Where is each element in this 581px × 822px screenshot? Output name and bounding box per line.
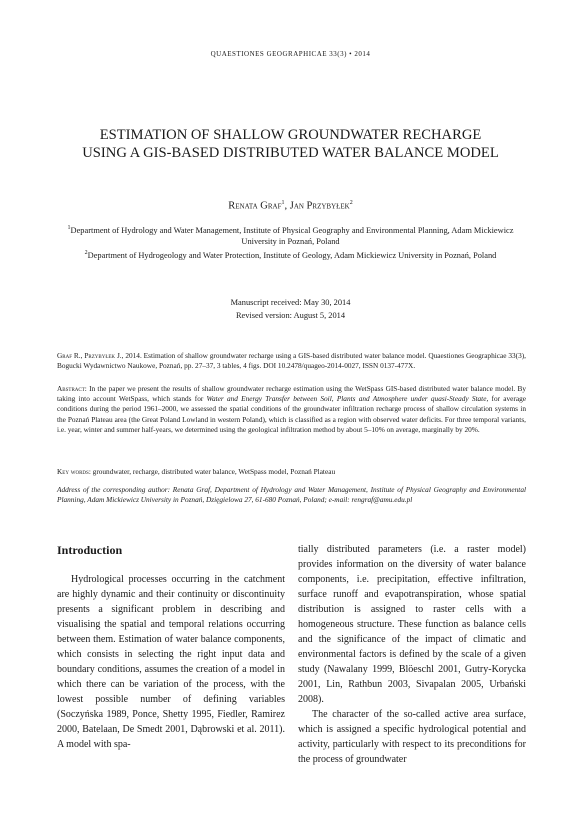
received-date: Manuscript received: May 30, 2014 bbox=[230, 298, 351, 307]
keywords-label: Key words bbox=[57, 467, 89, 476]
body-paragraph: Hydrological processes occurring in the catchment are highly dynamic and their continuity or discontinuity presents a significant problem in describing and visualising the spatial and temporal relations occurring between them. Estimation of water balance components, which consists in selecting the right input data and boundary conditions, assumes the creation of a model in which there can be variation of the process, with the lowest possible number of defining variables (Soczyńska 1989, Ponce, Shetty 1995, Fiedler, Ramirez 2000, Batelaan, De Smedt 2001, Dąbrowski et al. 2011). A model with spa- bbox=[57, 574, 285, 750]
affiliation-1-text: Department of Hydrology and Water Management, Institute of Physical Geography and Environmental Planning, Adam Mickiewicz University in Poznań, Poland bbox=[70, 225, 514, 247]
body-paragraph: tially distributed parameters (i.e. a raster model) provides information on the diversity of water balance components, i.e. precipitation, effective infiltration, surface runoff and evapotranspiration, whose spatial distribution is assigned to raster cells with a homogeneous structure. These function as balance cells and the significance of the impact of climatic and environmental factors is defined by the scale of a given study (Nawalany 1999, Blöeschl 2001, Gutry-Korycka 2001, Lin, Rathbun 2003, Sivapalan 2005, Urbański 2008). bbox=[298, 544, 526, 705]
running-head: QUAESTIONES GEOGRAPHICAE 33(3) • 2014 bbox=[210, 50, 371, 58]
abstract bbox=[57, 384, 526, 435]
affiliation-1-sup: 1 bbox=[67, 225, 71, 231]
body-column-left bbox=[57, 542, 285, 752]
author-2-sup: 2 bbox=[349, 200, 353, 206]
author-2: Jan Przybyłek bbox=[289, 200, 350, 212]
corresponding-address bbox=[57, 485, 526, 505]
revised-date: Revised version: August 5, 2014 bbox=[235, 311, 346, 320]
body-paragraph: The character of the so-called active area surface, which is assigned a specific hydrological potential and activity, particularly with respect to its preconditions for the process of groundwater bbox=[298, 709, 526, 765]
title-line-2: USING A GIS-BASED DISTRIBUTED WATER BALANCE MODEL bbox=[82, 145, 499, 161]
title-line-1: ESTIMATION OF SHALLOW GROUNDWATER RECHARGE bbox=[99, 127, 482, 143]
abstract-label: Abstract bbox=[57, 384, 85, 393]
abstract-text-2: , for average conditions during the period 1961–2000, we assessed the spatial conditions of the groundwater infiltration recharge process of shallow circulation systems in the Poznań Plateau area (the Great Poland Lowland in western Poland), which is classified as a region with observed water deficits. For three temporal variants, i.e. year, winter and summer half-years, we determined using the geological infiltration method by about 5–10% on average, marginally by 20%. bbox=[57, 394, 526, 434]
author-1-sup: 1 bbox=[281, 200, 285, 206]
citation-text: , 2014. Estimation of shallow groundwater recharge using a GIS-based distributed water balance model. Quaestiones Geographicae 33(3), Bogucki Wydawnictwo Naukowe, Poznań, pp. 27–37, 3 tables, 4 figs. DOI 10.2478/quageo-2014-0027, ISSN 0137-477X. bbox=[57, 351, 527, 371]
manuscript-dates bbox=[0, 296, 581, 322]
affiliation-2-sup: 2 bbox=[84, 250, 88, 256]
article-title bbox=[40, 126, 541, 162]
affiliation-1 bbox=[60, 223, 521, 248]
affiliation-2-text: Department of Hydrogeology and Water Protection, Institute of Geology, Adam Mickiewicz University in Poznań, Poland bbox=[87, 250, 497, 260]
affiliation-2 bbox=[60, 248, 521, 261]
author-separator: , bbox=[284, 200, 290, 212]
author-list bbox=[0, 200, 581, 212]
abstract-text-1: : In the paper we present the results of shallow groundwater recharge estimation using the WetSpass GIS-based distributed water balance model. By taking into account WetSpass, which stands for bbox=[57, 384, 526, 404]
address-text: Address of the corresponding author: Renata Graf, Department of Hydrology and Water Management, Institute of Physical Geography and Environmental Planning, Adam Mickiewicz University in Poznań, Dzięgielowa 27, 61-680 Poznań, Poland; e-mail: rengraf@amu.edu.pl bbox=[57, 485, 526, 505]
citation-authors: Graf R., Przybyłek J. bbox=[57, 351, 122, 360]
section-heading: Introduction bbox=[57, 543, 123, 557]
keywords-text: : groundwater, recharge, distributed water balance, WetSpass model, Poznań Plateau bbox=[88, 467, 336, 476]
body-column-right bbox=[298, 542, 526, 767]
abstract-italic: Water and Energy Transfer between Soil, Plants and Atmosphere under quasi-Steady State bbox=[206, 394, 487, 404]
keywords bbox=[57, 467, 526, 477]
citation bbox=[57, 351, 526, 371]
author-1: Renata Graf bbox=[228, 200, 282, 212]
